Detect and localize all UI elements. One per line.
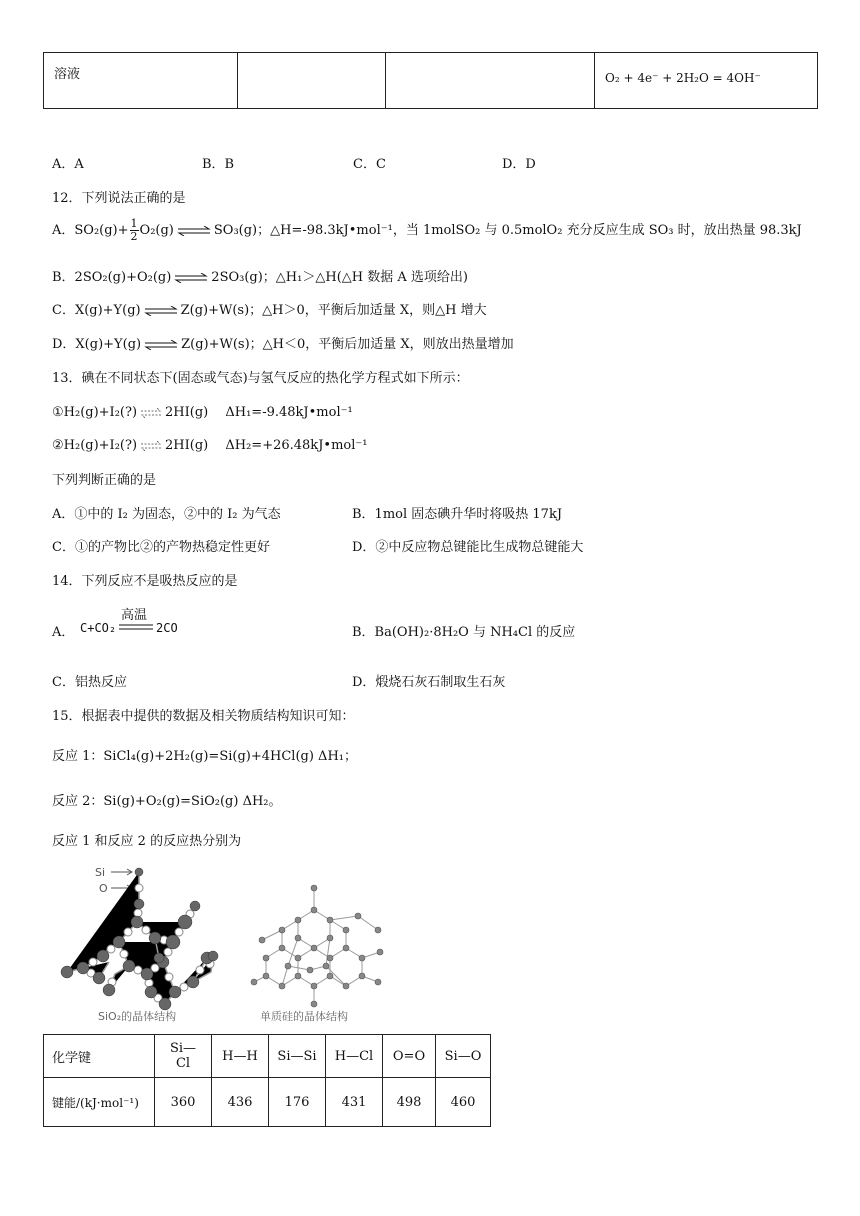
- table-cell: 176: [269, 1078, 326, 1127]
- table-cell: 360: [155, 1078, 212, 1127]
- q11-option-d: D．D: [502, 157, 536, 172]
- top-table-cell-4: O₂ + 4e⁻ + 2H₂O = 4OH⁻: [595, 53, 818, 109]
- q12-option-a: A．SO₂(g)+ $\frac{1}{2}$ O₂(g) SO₃(g)；△H=-98.3kJ•mol⁻¹，当 1molSO₂ 与 0.5molO₂ 充分反应生成 SO₃ 时，放出热量 98.3kJ: [52, 217, 802, 243]
- fraction-half: $\frac{1}{2}$: [130, 217, 138, 243]
- q15-reaction-1: 反应 1：SiCl₄(g)+2H₂(g)=Si(g)+4HCl(g) ΔH₁；: [52, 749, 357, 764]
- double-line-icon: [119, 624, 153, 630]
- table-cell: 436: [212, 1078, 269, 1127]
- q14-option-b: B．Ba(OH)₂·8H₂O 与 NH₄Cl 的反应: [352, 625, 576, 640]
- q12-option-c: C．X(g)+Y(g) Z(g)+W(s)；△H＞0，平衡后加适量 X，则△H 增大: [52, 303, 487, 318]
- sio2-caption: SiO₂的晶体结构: [98, 1010, 177, 1023]
- table-header-cell: Si—O: [436, 1035, 491, 1078]
- equilibrium-arrow-icon: [144, 306, 178, 316]
- q14-option-d: D．煅烧石灰石制取生石灰: [352, 675, 506, 690]
- q13-option-a: A．①中的 I₂ 为固态，②中的 I₂ 为气态: [52, 507, 281, 522]
- equilibrium-arrow-icon: [177, 226, 211, 236]
- table-header-cell: H—Cl: [326, 1035, 383, 1078]
- q13-stem: 13．碘在不同状态下(固态或气态)与氢气反应的热化学方程式如下所示：: [52, 371, 469, 386]
- table-header-cell: Si—Cl: [155, 1035, 212, 1078]
- table-cell: 460: [436, 1078, 491, 1127]
- table-header-cell: Si—Si: [269, 1035, 326, 1078]
- q13-equation-1: ①H₂(g)+I₂(?) 2HI(g) ΔH₁=-9.48kJ•mol⁻¹: [52, 405, 353, 420]
- table-row: [44, 1078, 491, 1127]
- top-table-cell-1: 溶液: [44, 53, 238, 109]
- q11-option-b: B．B: [202, 157, 235, 172]
- si-crystal-diagram: [248, 880, 393, 1010]
- si-structure-figure: [248, 880, 393, 1028]
- sio2-structure-figure: [55, 862, 230, 1027]
- table-header-cell: 化学键: [44, 1035, 155, 1078]
- equilibrium-arrow-icon: [144, 340, 178, 350]
- q14-option-c: C．铝热反应: [52, 675, 127, 690]
- q15-reaction-2: 反应 2：Si(g)+O₂(g)=SiO₂(g) ΔH₂。: [52, 794, 282, 809]
- bond-energy-table: [43, 1034, 491, 1127]
- q13-option-c: C．①的产物比②的产物热稳定性更好: [52, 540, 270, 555]
- q11-option-c: C．C: [353, 157, 386, 172]
- table-cell: 431: [326, 1078, 383, 1127]
- table-row-label: 键能/(kJ·mol⁻¹): [44, 1078, 155, 1127]
- q13-equation-2: ②H₂(g)+I₂(?) 2HI(g) ΔH₂=+26.48kJ•mol⁻¹: [52, 438, 368, 453]
- reversible-arrow-icon: [140, 441, 162, 451]
- q15-ask: 反应 1 和反应 2 的反应热分别为: [52, 834, 242, 849]
- q13-option-b: B．1mol 固态碘升华时将吸热 17kJ: [352, 507, 563, 522]
- equilibrium-arrow-icon: [174, 273, 208, 283]
- si-caption: 单质硅的晶体结构: [260, 1010, 348, 1023]
- q11-option-a: A．A: [52, 157, 84, 172]
- sio2-crystal-diagram: [55, 862, 230, 1027]
- table-cell: 498: [383, 1078, 436, 1127]
- top-table-cell-3: [386, 53, 595, 109]
- q14-stem: 14．下列反应不是吸热反应的是: [52, 574, 238, 589]
- q13-ask: 下列判断正确的是: [52, 473, 157, 488]
- table-header-cell: O=O: [383, 1035, 436, 1078]
- q13-option-d: D．②中反应物总键能比生成物总键能大: [352, 540, 584, 555]
- q15-stem: 15．根据表中提供的数据及相关物质结构知识可知：: [52, 709, 355, 724]
- reversible-arrow-icon: [140, 408, 162, 418]
- q12-option-d: D．X(g)+Y(g) Z(g)+W(s)；△H＜0，平衡后加适量 X，则放出热量增加: [52, 337, 514, 352]
- top-table: [43, 52, 818, 109]
- table-header-cell: H—H: [212, 1035, 269, 1078]
- o-label: O: [99, 882, 108, 895]
- q12-option-b: B．2SO₂(g)+O₂(g) 2SO₃(g)；△H₁＞△H(△H 数据 A 选项给出): [52, 270, 468, 285]
- top-table-cell-2: [238, 53, 386, 109]
- q12-stem: 12．下列说法正确的是: [52, 191, 186, 206]
- table-header-row: [44, 1035, 491, 1078]
- si-label: Si: [95, 866, 106, 879]
